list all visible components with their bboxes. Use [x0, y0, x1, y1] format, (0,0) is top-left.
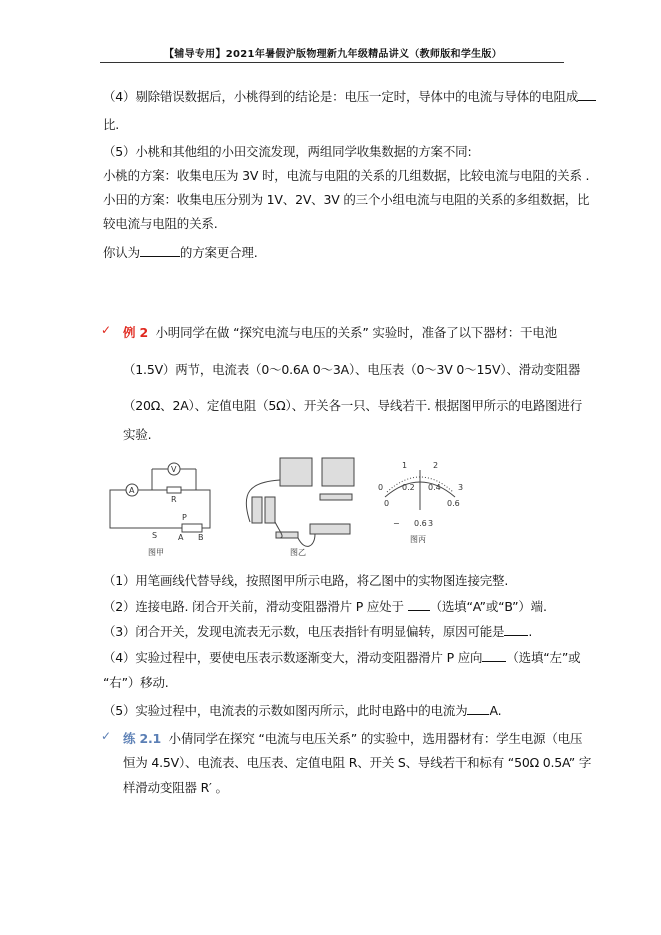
terminal-3: 3: [428, 519, 434, 528]
end-b-label: B: [198, 533, 204, 542]
example2-line1: [123, 323, 557, 341]
q4-text: （4）剔除错误数据后，小桃得到的结论是：电压一定时，导体中的电流与导体的电阻成: [103, 89, 579, 104]
answer-blank[interactable]: [140, 245, 180, 257]
practice-text: 小倩同学在探究 “电流与电压关系” 的实验中，选用器材有：学生电源（电压: [168, 731, 583, 746]
answer-blank[interactable]: [578, 89, 596, 101]
slider-label: P: [182, 513, 187, 522]
ex2-q4: [103, 648, 580, 666]
q2-text-end: （选填“A”或“B”）端.: [429, 599, 547, 614]
example2-line4: 实验.: [123, 427, 152, 442]
physical-setup-yi: [246, 458, 354, 546]
end-a-label: A: [178, 533, 184, 542]
terminal-06: 0.6: [414, 519, 427, 528]
q5-text-end: A.: [489, 703, 502, 718]
ammeter-label: A: [129, 486, 135, 495]
ammeter-dial-bing: [385, 470, 455, 510]
plan-tao: 小桃的方案：收集电压为 3V 时，电流与电阻的关系的几组数据，比较电流与电阻的关系 .: [103, 168, 590, 183]
q4-text-mid: （选填“左”或: [506, 650, 581, 665]
scale-bottom-02: 0.2: [402, 483, 415, 492]
q3-text-end: .: [528, 624, 533, 639]
example2-line2: （1.5V）两节，电流表（0～0.6A 0～3A）、电压表（0～3V 0～15V）、滑动变阻器: [123, 362, 581, 377]
page-header: 【辅导专用】2021年暑假沪版物理新九年级精品讲义（教师版和学生版）: [163, 49, 503, 60]
practice21-line1: [123, 729, 582, 747]
figure-yi-caption: 图乙: [290, 548, 306, 557]
practice-label: 练 2.1: [123, 731, 161, 746]
q4-line-end: 比.: [103, 117, 120, 132]
q4-line: [103, 87, 596, 105]
q2-text: （2）连接电路. 闭合开关前，滑动变阻器滑片 P 应处于: [103, 599, 404, 614]
scale-bottom-0: 0: [384, 499, 390, 508]
check-icon: ✓: [101, 729, 112, 743]
example-label: 例 2: [123, 325, 148, 340]
opinion-text-end: 的方案更合理.: [179, 245, 258, 260]
ex2-q5: [103, 701, 501, 719]
header-rule: [100, 62, 564, 63]
scale-bottom-04: 0.4: [428, 483, 441, 492]
q4-text: （4）实验过程中，要使电压表示数逐渐变大，滑动变阻器滑片 P 应向: [103, 650, 483, 665]
q3-text: （3）闭合开关，发现电流表无示数，电压表指针有明显偏转，原因可能是: [103, 624, 505, 639]
plan-tian-end: 较电流与电阻的关系.: [103, 216, 218, 231]
opinion-text: 你认为: [103, 245, 140, 260]
q5-text: （5）小桃和其他组的小田交流发现，两组同学收集数据的方案不同:: [103, 144, 472, 159]
practice21-line2: 恒为 4.5V）、电流表、电压表、定值电阻 R、开关 S、导线若干和标有 “50Ω 0.5A” 字: [123, 755, 592, 770]
voltmeter-label: V: [171, 465, 177, 474]
practice21-line3: 样滑动变阻器 R′ 。: [123, 780, 228, 795]
opinion-line: [103, 243, 257, 261]
ex2-q1: （1）用笔画线代替导线，按照图甲所示电路，将乙图中的实物图连接完整.: [103, 573, 509, 588]
figure-jia-caption: 图甲: [148, 548, 164, 557]
scale-bottom-06: 0.6: [447, 499, 460, 508]
resistor-label: R: [171, 495, 177, 504]
figure-bing-caption: 图丙: [410, 535, 426, 544]
answer-blank[interactable]: [467, 703, 489, 715]
scale-top-3: 3: [458, 483, 464, 492]
scale-top-2: 2: [433, 461, 439, 470]
answer-blank[interactable]: [482, 650, 506, 662]
experiment-figures: [100, 452, 480, 564]
ex2-q3: [103, 622, 532, 640]
switch-label: S: [152, 531, 158, 540]
plan-tian: 小田的方案：收集电压分别为 1V、2V、3V 的三个小组电流与电阻的关系的多组数据，比: [103, 192, 590, 207]
q5-text: （5）实验过程中，电流表的示数如图丙所示，此时电路中的电流为: [103, 703, 468, 718]
answer-blank[interactable]: [408, 599, 430, 611]
circuit-diagram-jia: [110, 463, 210, 532]
check-icon: ✓: [101, 323, 112, 337]
example-text: 小明同学在做 “探究电流与电压的关系” 实验时，准备了以下器材：干电池: [155, 325, 557, 340]
example2-line3: （20Ω、2A）、定值电阻（5Ω）、开关各一只、导线若干. 根据图甲所示的电路图进行: [123, 398, 583, 413]
ex2-q4-end: “右”）移动.: [103, 675, 169, 690]
ex2-q2: [103, 597, 547, 615]
terminal-minus: −: [393, 519, 400, 528]
answer-blank[interactable]: [504, 624, 528, 636]
scale-top-1: 1: [402, 461, 408, 470]
scale-top-0: 0: [378, 483, 384, 492]
